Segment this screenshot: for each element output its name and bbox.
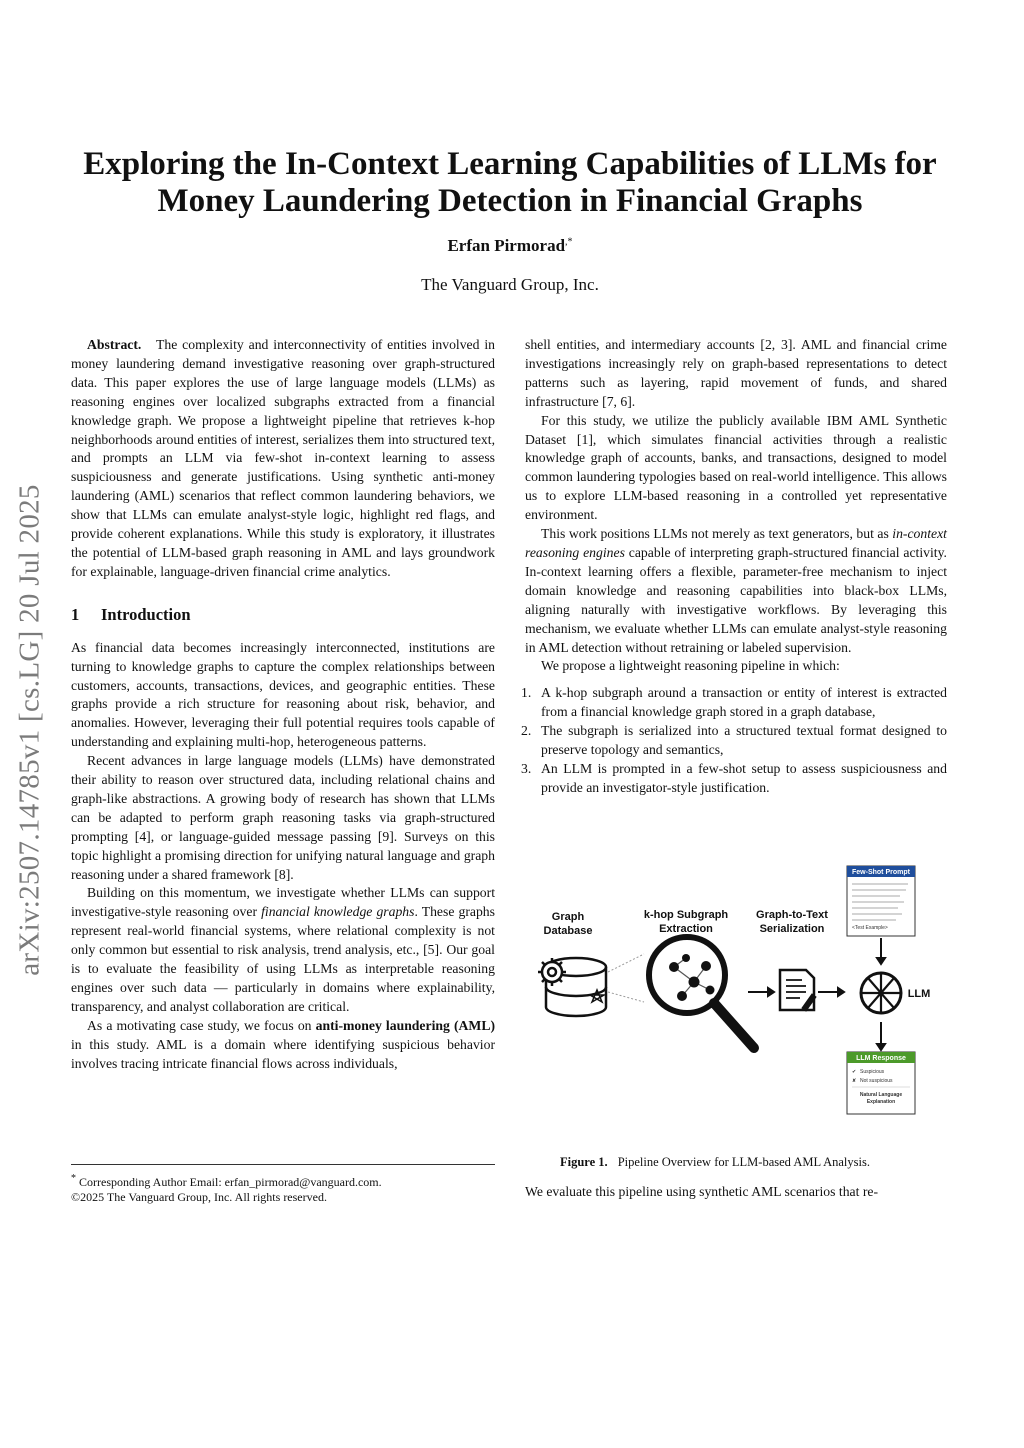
affiliation: The Vanguard Group, Inc. [421, 275, 599, 294]
abstract-text: The complexity and interconnectivity of entities involved in money laundering demand investigative reasoning over graph-structured data. This paper explores the use of large language models (LLMs) as reasoning engines over localized subgraphs extracted from a financial knowledge graph. We propose a lightweight pipeline that retrieves k-hop neighborhoods around entities of interest, serializes them into structured text, and prompts an LLM via few-shot in-context learning to assess suspiciousness and generate justifications. Using synthetic anti-money laundering (AML) scenarios that reflect common laundering behaviors, we show that LLMs can emulate analyst-style logic, highlight red flags, and provide coherent explanations. While this study is exploratory, it illustrates the potential of LLM-based graph reasoning in AML and lays groundwork for explainable, language-driven financial crime analytics. [71, 337, 495, 579]
caption-text: Pipeline Overview for LLM-based AML Analysis. [617, 1155, 870, 1169]
intro-paragraph-2: Recent advances in large language models (LLMs) have demonstrated their ability to reason over structured data, including relational chains and graph-like abstractions. A growing body of research has shown that LLMs can be adapted to perform graph reasoning tasks via graph-structured prompting [4], or language-guided message passing [9]. Surveys on this topic highlight a promising direction for unifying natural language and graph reasoning under a shared framework [8]. [71, 753, 495, 882]
response-not-suspicious: Not suspicious [860, 1078, 893, 1084]
abstract [71, 336, 495, 582]
footnote-rule [71, 1164, 495, 1165]
connector-dotted [608, 954, 644, 1002]
caption-label: Figure 1. [560, 1155, 608, 1169]
list-item: 2. The subgraph is serialized into a structured textual format designed to preserve topology and semantics, [521, 723, 947, 758]
left-column [71, 336, 495, 1074]
stage1-label-line1: Graph [551, 911, 585, 923]
intro-paragraph-4: As a motivating case study, we focus on anti-money laundering (AML) in this study. AML is a domain where identifying suspicious behavior involves tracing intricate financial flows across individuals, [71, 1017, 496, 1071]
abstract-label: Abstract. [87, 337, 142, 352]
response-header: LLM Response [856, 1055, 906, 1062]
list-item: 3. An LLM is prompted in a few-shot setup to assess suspiciousness and provide an investigator-style justification. [521, 760, 947, 795]
list-item: 1. A k-hop subgraph around a transaction or entity of interest is extracted from a financial knowledge graph stored in a graph database, [521, 685, 947, 720]
section-heading [71, 606, 495, 625]
emphasis-text: in-context reasoning engines [525, 526, 947, 560]
author [60, 236, 960, 256]
few-shot-prompt-box [847, 866, 915, 936]
stage2-label-line1: k-hop Subgraph [643, 909, 729, 921]
footnote-email: * Corresponding Author Email: erfan_pirmorad@vanguard.com. [71, 1173, 382, 1189]
llm-label: LLM [907, 988, 931, 1000]
bold-text: anti-money laundering (AML) [315, 1017, 496, 1033]
stage1-label-line2: Database [543, 925, 593, 937]
right-column [521, 336, 947, 798]
stage3-label-line1: Graph-to-Text [756, 909, 828, 921]
intro-paragraph-1: As financial data becomes increasingly interconnected, institutions are turning to knowledge graphs to capture the complex relationships between customers, accounts, transactions, devices, and geographic entities. These graphs provide a rich structure for reasoning about risk, behavior, and anomalies. However, leveraging their full potential requires tools capable of understanding and explaining multi-hop, heterogeneous patterns. [71, 639, 495, 750]
section-number: 1 [71, 604, 80, 624]
author-name: Erfan Pirmorad [447, 236, 566, 255]
response-expl-line1: Natural Language [859, 1092, 903, 1098]
magnifier-icon [649, 937, 754, 1048]
llm-response-box [847, 1052, 915, 1114]
prompt-test-example: <Test Example> [852, 925, 888, 931]
footnote-copyright: ©2025 The Vanguard Group, Inc. All rights reserved. [71, 1190, 327, 1204]
stage3-label-line2: Serialization [759, 923, 825, 935]
pipeline-steps [521, 684, 947, 797]
paper-title: Exploring the In-Context Learning Capabilities of LLMs for Money Laundering Detection in Financial Graphs [83, 146, 937, 219]
emphasis-text: financial knowledge graphs [261, 904, 415, 920]
figure-caption [560, 1155, 940, 1170]
intro-paragraph-3: Building on this momentum, we investigate whether LLMs can support investigative-style reasoning over financial knowledge graphs. These graphs represent real-world financial systems, where relational complexity is not only common but essential to risk analysis, trend analysis, etc., [5]. Our goal is to evaluate the feasibility of using LLMs as interpretable reasoning engines over such data — particularly in domains where explainability, transparency, and analyst collaboration are critical. [71, 885, 495, 1014]
llm-icon [861, 973, 901, 1013]
arxiv-stamp-text: arXiv:2507.14785v1 [cs.LG] 20 Jul 2025 [13, 484, 46, 976]
check-icon: ✔ [852, 1069, 857, 1075]
document-icon [780, 970, 816, 1011]
right-paragraph-2: For this study, we utilize the publicly available IBM AML Synthetic Dataset [1], which simulates financial activities through a realistic knowledge graph of accounts, banks, and transactions, designed to model common laundering typologies based on real-world intelligence. This allows us to explore LLM-based reasoning in a controlled yet representative environment. [525, 412, 947, 523]
right-paragraph-3: This work positions LLMs not merely as text generators, but as in-context reasoning engines capable of interpreting graph-structured financial activity. In-context learning offers a flexible, parameter-free mechanism to inject domain knowledge and reasoning capabilities into black-box LLMs, aligning naturally with investigative workflows. By leveraging this mechanism, we evaluate whether LLMs can emulate analyst-style reasoning in AML detection without retraining or labeled supervision. [525, 526, 947, 655]
author-footnote-mark: ,* [565, 236, 573, 248]
arxiv-stamp [10, 430, 50, 1030]
pipeline-diagram [524, 862, 948, 1118]
right-paragraph-4: We propose a lightweight reasoning pipeline in which: [541, 658, 840, 674]
right-paragraph-1: shell entities, and intermediary accounts [2, 3]. AML and financial crime investigations increasingly rely on graph-based representations to detect patterns such as layering, rapid movement of funds, and shared infrastructure [7, 6]. [525, 337, 947, 409]
footnote [71, 1164, 495, 1205]
stage2-label-line2: Extraction [659, 923, 713, 935]
prompt-header: Few-Shot Prompt [852, 869, 910, 876]
pipeline-figure [524, 862, 948, 1118]
right-paragraph-5: We evaluate this pipeline using synthetic AML scenarios that re- [525, 1184, 879, 1199]
response-expl-line2: Explanation [866, 1099, 896, 1105]
cross-icon: ✘ [852, 1078, 857, 1084]
response-suspicious: Suspicious [860, 1069, 885, 1075]
database-icon [538, 958, 606, 1016]
section-title: Introduction [101, 604, 191, 624]
